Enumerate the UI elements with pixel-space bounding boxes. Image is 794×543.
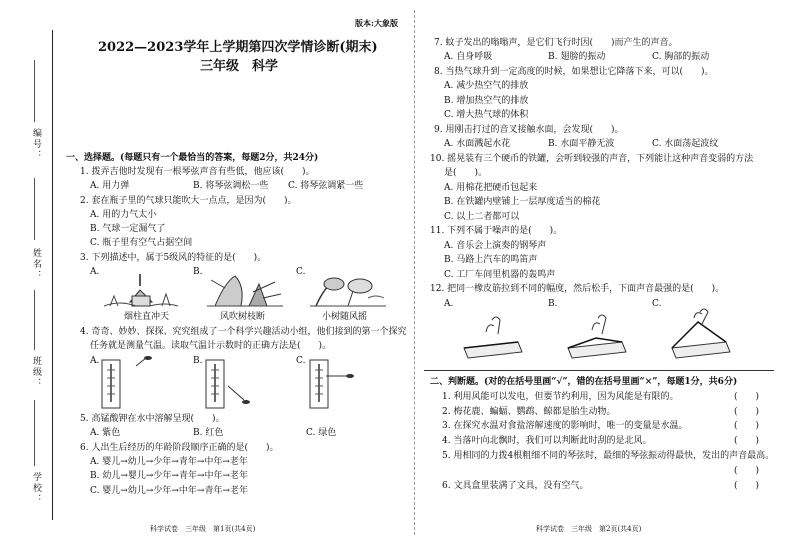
edition-label: 版本:大象版 (355, 18, 398, 28)
q8-option-a[interactable]: A. 减少热空气的排放 (444, 81, 529, 91)
rubber-band-c-illustration (666, 312, 736, 364)
judgment-6-answer[interactable]: ( ) (734, 481, 760, 491)
q4-option-a[interactable]: A. (90, 356, 100, 366)
question-1: 1. 拨弄吉他时发现有一根琴弦声音有些低，他应该( )。 (80, 167, 315, 177)
question-8: 8. 当热气球升到一定高度的时候，如果想让它降落下来，可以( )。 (434, 67, 714, 77)
q3-option-b[interactable]: B. (193, 267, 203, 277)
q4-option-c[interactable]: C. (296, 356, 306, 366)
footer-right: 科学试卷 三年级 第2页(共4页) (536, 525, 642, 533)
q4-option-b[interactable]: B. (193, 356, 203, 366)
class-label: 班级： (31, 356, 41, 389)
page-subtitle: 三年级 科学 (200, 59, 279, 74)
q6-option-c[interactable]: C. 婴儿→幼儿→少年→中年→青年→老年 (90, 486, 248, 496)
branch-break-illustration (205, 272, 285, 310)
q8-option-c[interactable]: C. 增大热气球的体积 (444, 110, 529, 120)
q12-option-c[interactable]: C. (652, 299, 662, 309)
judgment-4: 4. 当落叶向北飘时，我们可以判断此时刮的是北风。 (442, 436, 652, 446)
q1-option-a[interactable]: A. 用力弹 (90, 181, 130, 191)
q2-option-c[interactable]: C. 瓶子里有空气占据空间 (90, 238, 193, 248)
thermometer-a-illustration (96, 356, 156, 412)
q3-option-a[interactable]: A. (90, 267, 100, 277)
q8-option-b[interactable]: B. 增加热空气的排放 (444, 96, 529, 106)
school-field[interactable] (34, 400, 35, 466)
q11-option-c[interactable]: C. 工厂车间里机器的轰鸣声 (444, 270, 556, 280)
q11-option-a[interactable]: A. 音乐会上演奏的钢琴声 (444, 241, 547, 251)
binding-line (52, 30, 53, 520)
q6-option-b[interactable]: B. 幼儿→婴儿→少年→青年→中年→老年 (90, 471, 249, 481)
number-field[interactable] (34, 60, 35, 122)
q9-option-c[interactable]: C. 水面荡起波纹 (652, 139, 719, 149)
q3-option-c[interactable]: C. (296, 267, 306, 277)
judgment-3-answer[interactable]: ( ) (734, 421, 760, 431)
question-12: 12. 把同一橡皮筋拉到不同的幅度，然后松手，下面声音最强的是( )。 (430, 284, 725, 294)
judgment-5: 5. 用相同的力拨4根粗细不同的琴弦时，最细的琴弦振动得最快，发出的声音最高。 (442, 451, 775, 461)
q11-option-b[interactable]: B. 马路上汽车的鸣笛声 (444, 255, 538, 265)
q1-option-b[interactable]: B. 将琴弦调松一些 (193, 181, 269, 191)
small-tree-sway-illustration (308, 272, 388, 310)
question-6: 6. 人出生后经历的年龄阶段顺序正确的是( )。 (80, 443, 279, 453)
thermometer-b-illustration (200, 356, 260, 412)
question-2: 2. 套在瓶子里的气球只能吹大一点点，是因为( )。 (80, 196, 297, 206)
class-field[interactable] (34, 290, 35, 350)
q5-option-b[interactable]: B. 红色 (193, 428, 224, 438)
q3b-caption: 风吹树枝断 (220, 312, 266, 322)
question-11: 11. 下列不属于噪声的是( )。 (430, 226, 563, 236)
q9-option-b[interactable]: B. 水面平静无波 (548, 139, 615, 149)
q3c-caption: 小树随风摇 (322, 312, 368, 322)
page-title: 2022—2023学年上学期第四次学情诊断(期末) (98, 40, 378, 55)
binding-sidebar (0, 0, 62, 543)
question-10-cont: 是( )。 (444, 168, 488, 178)
question-3: 3. 下列描述中，属于5级风的特征的是( )。 (80, 253, 267, 263)
q10-option-a[interactable]: A. 用棉花把硬币包起来 (444, 183, 538, 193)
judgment-6: 6. 文具盒里装满了文具，没有空气。 (442, 481, 589, 491)
judgment-2: 2. 梅花鹿、蝙蝠、鹦鹉、鲸都是胎生动物。 (442, 407, 616, 417)
judgment-4-answer[interactable]: ( ) (734, 436, 760, 446)
question-4: 4. 奇奇、妙妙、探探、究究组成了一个科学兴趣活动小组，他们接到的第一个探究 (80, 327, 407, 337)
name-field[interactable] (34, 178, 35, 240)
smoke-column-illustration (100, 272, 180, 310)
q12-option-b[interactable]: B. (548, 299, 558, 309)
school-label: 学校： (31, 472, 41, 505)
q2-option-a[interactable]: A. 用的力气太小 (90, 210, 157, 220)
q1-option-c[interactable]: C. 将琴弦调紧一些 (288, 181, 364, 191)
q7-option-b[interactable]: B. 翅膀的振动 (548, 52, 606, 62)
q9-option-a[interactable]: A. 水面溅起水花 (444, 139, 511, 149)
q7-option-a[interactable]: A. 自身呼吸 (444, 52, 493, 62)
q5-option-c[interactable]: C. 绿色 (306, 428, 337, 438)
number-label: 编号： (31, 128, 41, 161)
page-divider (414, 10, 415, 535)
rubber-band-a-illustration (458, 312, 528, 364)
judgment-5-answer[interactable]: ( ) (734, 466, 760, 476)
q12-option-a[interactable]: A. (444, 299, 454, 309)
q2-option-b[interactable]: B. 气球一定漏气了 (90, 224, 166, 234)
rubber-band-b-illustration (562, 312, 632, 364)
name-label: 姓名： (31, 248, 41, 281)
section2-title: 二、判断题。(对的在括号里画“√”，错的在括号里画“×”，每题1分，共6分) (430, 377, 738, 387)
question-7: 7. 蚊子发出的嗡嗡声，是它们飞行时因( )而产生的声音。 (434, 38, 678, 48)
question-10: 10. 摇晃装有三个硬币的铁罐，会听到较强的声音，下列能让这种声音变弱的方法 (430, 154, 754, 164)
q10-option-b[interactable]: B. 在铁罐内壁铺上一层厚度适当的棉花 (444, 197, 601, 207)
thermometer-c-illustration (304, 356, 364, 412)
section1-title: 一、选择题。(每题只有一个最恰当的答案，每题2分，共24分) (66, 153, 319, 163)
judgment-3: 3. 在探究水温对食盐溶解速度的影响时，唯一的变量是水温。 (442, 421, 688, 431)
judgment-1: 1. 利用风能可以发电，但要节约利用，因为风能是有限的。 (442, 392, 679, 402)
q7-option-c[interactable]: C. 胸部的振动 (652, 52, 710, 62)
q6-option-a[interactable]: A. 婴儿→幼儿→少年→青年→中年→老年 (90, 457, 248, 467)
question-5: 5. 高锰酸钾在水中溶解呈现( )。 (80, 414, 225, 424)
question-4-cont: 任务就是测量气温。读取气温计示数时的正确方法是( )。 (90, 341, 332, 351)
judgment-2-answer[interactable]: ( ) (734, 407, 760, 417)
q5-option-a[interactable]: A. 紫色 (90, 428, 121, 438)
q10-option-c[interactable]: C. 以上二者都可以 (444, 212, 520, 222)
q3a-caption: 烟柱直冲天 (124, 312, 170, 322)
judgment-1-answer[interactable]: ( ) (734, 392, 760, 402)
section-separator (424, 370, 774, 371)
footer-left: 科学试卷 三年级 第1页(共4页) (150, 525, 256, 533)
question-9: 9. 用刚击打过的音叉接触水面，会发现( )。 (434, 125, 624, 135)
